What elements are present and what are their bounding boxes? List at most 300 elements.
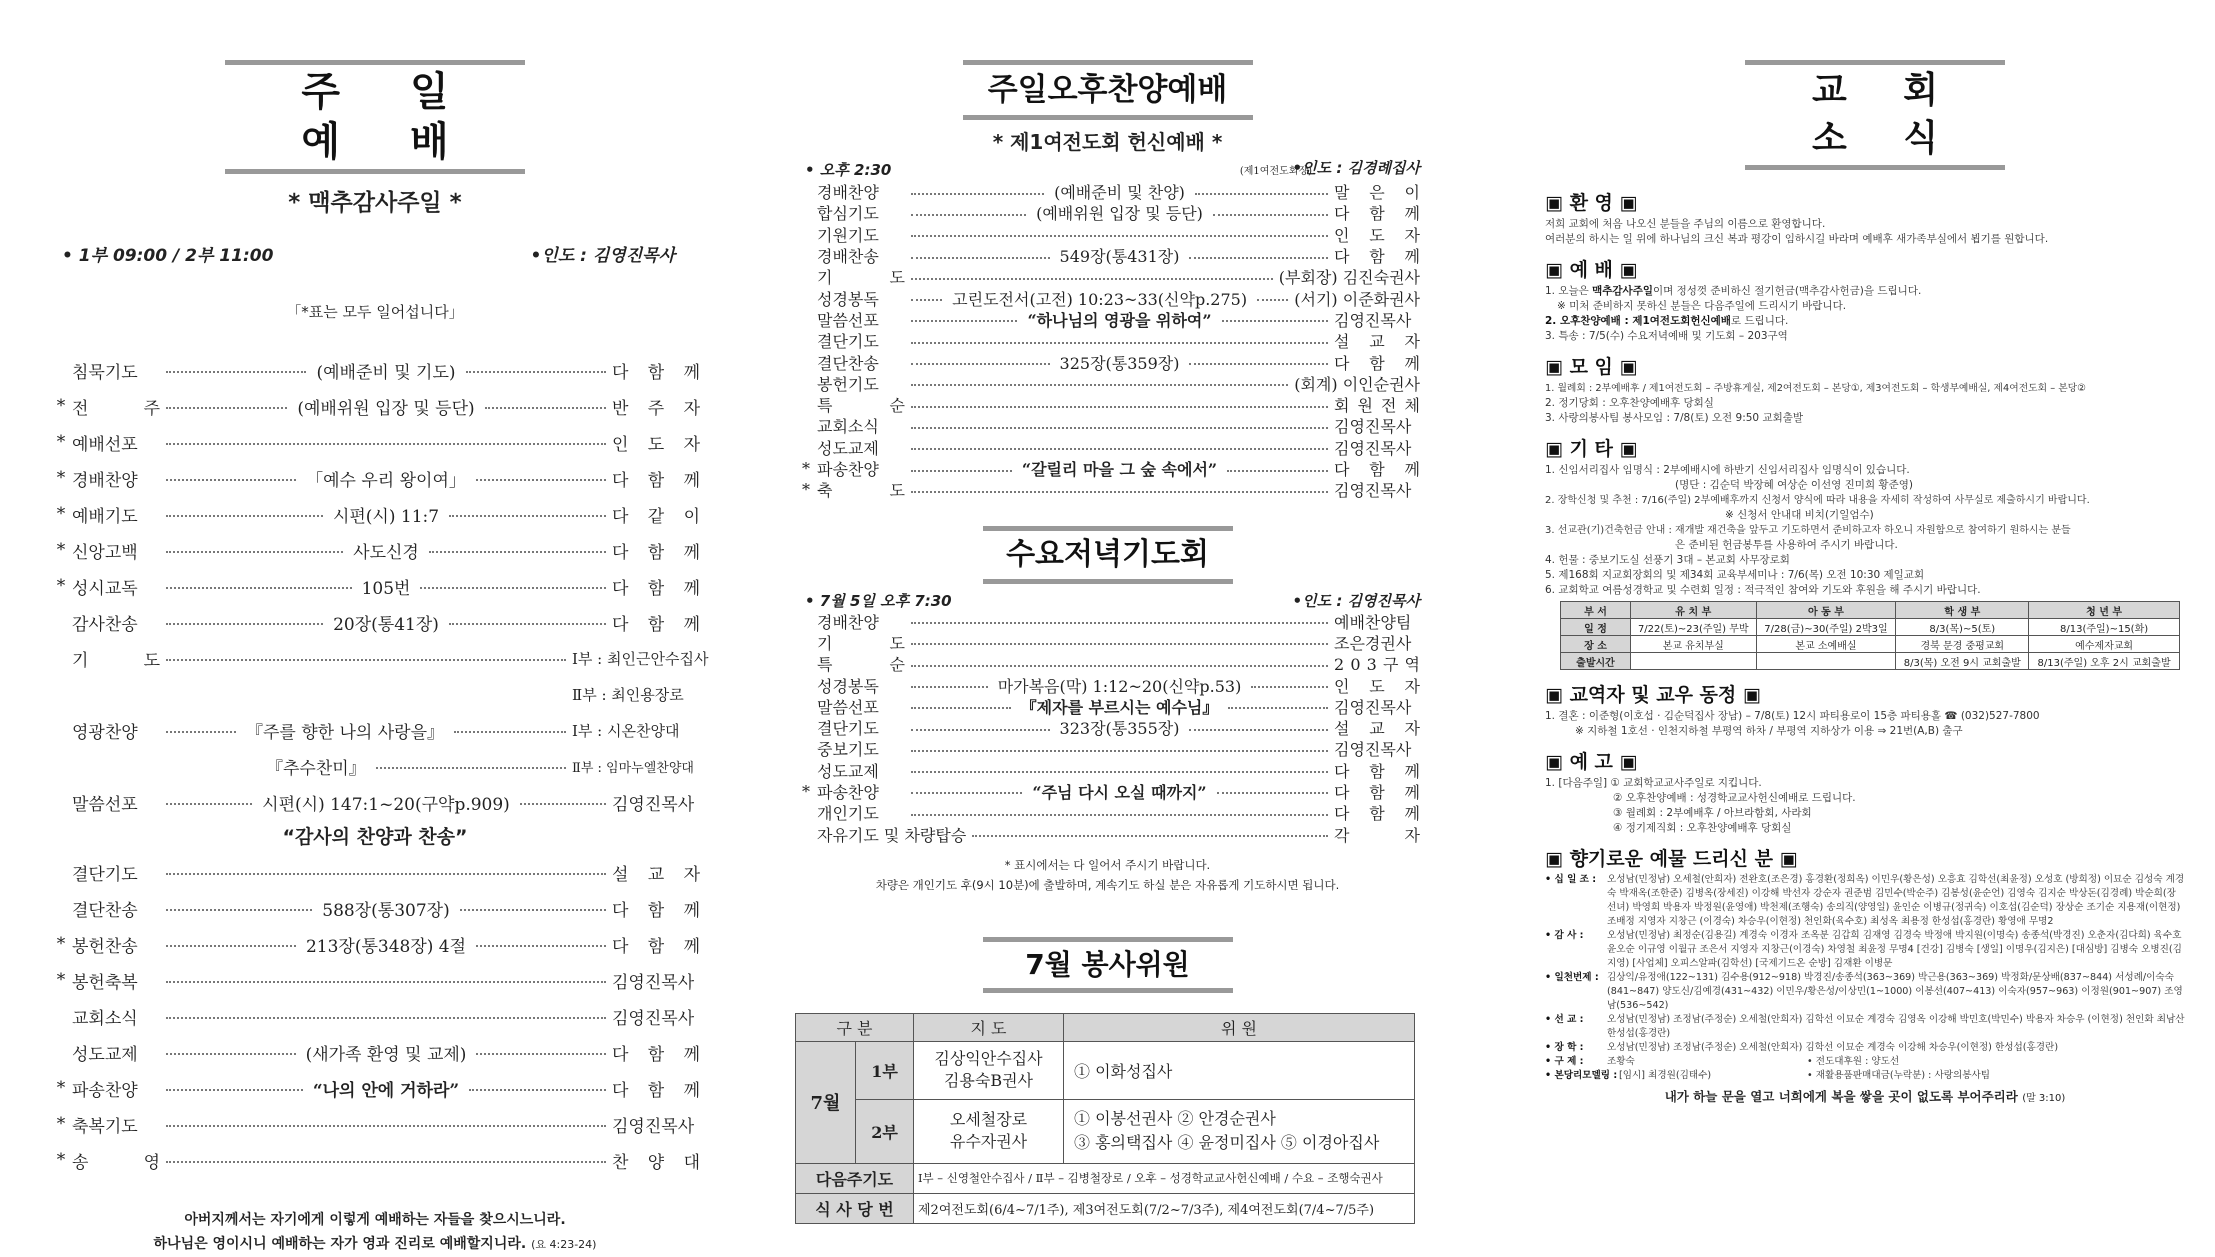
order-row — [50, 1034, 700, 1070]
order-person: 다 함 께 — [1334, 761, 1420, 781]
order-label: 결단기도 — [817, 332, 879, 352]
order-detail: “하나님의 영광을 위하여” — [1027, 310, 1212, 330]
vbs-header-cell: 청 년 부 — [2029, 602, 2180, 619]
order-label: 경배찬양 — [817, 612, 879, 632]
order-row — [795, 632, 1420, 653]
etc-line-2b: ※ 신청서 안내대 비치(기일엄수) — [1725, 509, 1874, 521]
choir-2-song: 『추수찬미』 — [266, 758, 366, 779]
news-line-2: ※ 지하철 1호선 · 인천지하철 부평역 하차 / 부평역 지하상가 이용 ⇒ 21번(A,B) 출구 — [1575, 725, 1963, 737]
order-row — [50, 388, 700, 424]
order-label: 경배찬양 — [817, 183, 879, 203]
preview-line-2: ② 오후찬양예배 : 성경학교교사헌신예배로 드립니다. — [1613, 792, 1856, 804]
order-row — [50, 926, 700, 962]
order-person: 설 교 자 — [1334, 719, 1420, 739]
vbs-cell: 일 정 — [1561, 619, 1631, 636]
p2-leader-b: 유수자권사 — [949, 1132, 1028, 1152]
order-person: (부회장) 김진숙권사 — [1278, 268, 1420, 288]
vbs-cell — [1631, 653, 1757, 670]
etc-line-5: 5. 제168회 지교회장회의 및 제34회 교육부세미나 : 7/6(목) 오전 10:30 제일교회 — [1545, 569, 1925, 581]
remodel-label: • 본당리모델링 : — [1545, 1070, 1618, 1081]
order-row — [795, 245, 1420, 266]
vbs-row — [1561, 619, 2180, 636]
order-label: 성경봉독 — [817, 676, 879, 696]
order-person: 다 함 께 — [612, 1080, 701, 1101]
etc-line-1b: (명단 : 김순덕 박장혜 여상순 이선영 진미희 황준영) — [1675, 479, 1913, 491]
order-label: 성도교제 — [72, 1044, 138, 1065]
order-row — [795, 330, 1420, 351]
service-volunteers-banner — [983, 937, 1233, 993]
next-week-prayer: Ⅰ부 – 신영철안수집사 / Ⅱ부 – 김병철장로 / 오후 – 성경학교교사헌신예배 / 수요 – 조행숙권사 — [914, 1163, 1415, 1193]
preview-heading: ▣ 예 고 ▣ — [1545, 751, 1638, 773]
sunday-service-column — [50, 0, 709, 1252]
order-row — [795, 696, 1420, 717]
order-row — [50, 1106, 700, 1142]
stand-marker: * — [56, 468, 66, 488]
sunday-service-title: 주 일 예 배 — [301, 69, 477, 165]
worship-line-4: 3. 특송 : 7/5(수) 수요저녁예배 및 기도회 – 203구역 — [1545, 330, 1788, 342]
order-label: 봉헌축복 — [72, 972, 138, 993]
order-person: 다 함 께 — [612, 578, 700, 599]
stand-marker: * — [802, 459, 810, 478]
worship-line-1c: 이며 정성껏 준비하신 절기헌금(맥추감사헌금)을 드립니다. — [1652, 285, 1922, 297]
order-person: 인 도 자 — [1334, 225, 1420, 245]
order-person: 다 함 께 — [1334, 204, 1421, 224]
th-division: 구 분 — [796, 1013, 914, 1041]
order-person: 조은경권사 — [1334, 633, 1412, 653]
order-label: 파송찬양 — [817, 782, 879, 802]
mission-label: • 선 교 : — [1545, 1014, 1584, 1025]
vbs-row — [1561, 653, 2180, 670]
order-person: 다 함 께 — [612, 614, 701, 635]
order-person: 설 교 자 — [612, 864, 700, 885]
afternoon-service-banner — [963, 60, 1253, 120]
order-row — [50, 352, 700, 388]
order-row — [795, 266, 1420, 287]
order-detail: (예배준비 및 찬양) — [1054, 183, 1185, 203]
welcome-line-2: 여러분의 하시는 일 위에 하나님의 크신 복과 평강이 임하시길 바라며 예배후 새가족부실에서 뵙기를 원합니다. — [1545, 233, 2049, 245]
order-row — [795, 738, 1420, 759]
order-row — [50, 568, 700, 604]
order-label: 결단기도 — [817, 719, 879, 739]
p1-members: ① 이화성집사 — [1064, 1041, 1415, 1099]
order-label: 말씀선포 — [817, 310, 879, 330]
order-label: 봉헌찬송 — [72, 936, 138, 957]
order-row — [795, 760, 1420, 781]
vbs-header-cell: 부 서 — [1561, 602, 1631, 619]
order-label: 중보기도 — [817, 740, 879, 760]
remodel-names: [임시] 최경원(김태수) — [1619, 1070, 1712, 1081]
wednesday-order-list — [795, 610, 1420, 844]
church-news-column — [1545, 0, 2185, 1240]
order-person: 다 같 이 — [612, 506, 700, 527]
order-person: 다 함 께 — [612, 900, 700, 921]
order-row — [50, 532, 700, 568]
order-label: 성도교제 — [817, 761, 879, 781]
closing-verse — [50, 1208, 700, 1257]
meal-duty-label: 식 사 당 번 — [796, 1193, 914, 1223]
order-person: 다 함 께 — [612, 542, 701, 563]
afternoon-time: • 오후 2:30 — [805, 161, 892, 179]
order-row — [50, 604, 700, 640]
order-detail: 고린도전서(고전) 10:23~33(신약p.275) — [952, 289, 1248, 309]
order-row — [795, 674, 1420, 695]
sunday-service-banner — [225, 60, 525, 174]
etc-line-1: 1. 신임서리집사 임명식 : 2부예배시에 하반기 신임서리집사 임명식이 있습니다. — [1545, 464, 1910, 476]
order-row — [795, 351, 1420, 372]
order-row — [50, 1142, 700, 1178]
order-label: 개인기도 — [817, 804, 879, 824]
stand-marker: * — [56, 934, 66, 954]
vbs-cell: 예수제자교회 — [2029, 636, 2180, 653]
order-label: 성시교독 — [72, 578, 138, 599]
order-row — [795, 802, 1420, 823]
thanks-label: • 감 사 : — [1545, 930, 1584, 941]
vbs-cell: 본교 소예배실 — [1756, 636, 1896, 653]
order-label: 교회소식 — [817, 417, 879, 437]
order-row — [50, 854, 700, 890]
news-line-1: 1. 결혼 : 이준형(이호섭 · 김순덕집사 장남) – 7/8(토) 12시 파티용로이 15층 파티용홀 ☎ (032)527-7800 — [1545, 710, 2040, 722]
verse-line-2: 하나님은 영이시니 예배하는 자가 영과 진리로 예배할지니라. — [153, 1236, 527, 1252]
order-label: 결단찬송 — [72, 900, 138, 921]
order-detail: 105번 — [361, 578, 411, 599]
order-label: 성도교제 — [817, 438, 879, 458]
choir-row-2 — [50, 748, 700, 784]
verse-ref: (요 4:23-24) — [531, 1238, 597, 1251]
vbs-cell: 8/13(주일) 오후 2시 교회출발 — [2029, 653, 2180, 670]
order-detail: (예배위원 입장 및 등단) — [297, 398, 475, 419]
order-row — [795, 224, 1420, 245]
sunday-order-list-2 — [50, 854, 700, 1178]
order-row — [795, 717, 1420, 738]
order-row — [795, 781, 1420, 802]
order-detail: 323장(통355장) — [1059, 719, 1180, 739]
order-person: 김영진목사 — [1334, 310, 1412, 330]
order-label: 경배찬송 — [817, 247, 879, 267]
preview-line-4: ④ 정기제직회 : 오후찬양예배후 당회실 — [1613, 822, 1792, 834]
service-leader: •인도 : 김영진목사 — [530, 246, 675, 266]
choir-1-who: Ⅰ부 : 시온찬양대 — [572, 721, 680, 740]
order-detail: “주님 다시 오실 때까지” — [1032, 782, 1207, 802]
church-news-banner — [1745, 60, 2005, 170]
wednesday-title: 수요저녁기도회 — [1006, 537, 1209, 573]
stand-marker: * — [56, 576, 66, 596]
order-row — [795, 373, 1420, 394]
order-detail: 「예수 우리 왕이여」 — [306, 470, 466, 491]
p1-leader-a: 김상익안수집사 — [934, 1049, 1043, 1069]
vbs-cell: 8/13(주일)~15(화) — [2029, 619, 2180, 636]
vbs-schedule-table — [1560, 601, 2180, 670]
order-label: 성경봉독 — [817, 289, 879, 309]
order-label: 축 도 — [817, 481, 905, 501]
vbs-cell: 7/22(토)~23(주일) 무박 — [1631, 619, 1757, 636]
closing-verse-right: 내가 하늘 문을 열고 너희에게 복을 쌓을 곳이 없도록 부어주리라 — [1664, 1089, 2018, 1104]
volunteers-table — [795, 1013, 1415, 1224]
next-week-prayer-label: 다음주기도 — [796, 1163, 914, 1193]
order-label: 침묵기도 — [72, 362, 138, 383]
order-person: 김영진목사 — [612, 1116, 695, 1137]
vbs-header-cell: 유 치 부 — [1631, 602, 1757, 619]
order-label: 기원기도 — [817, 225, 879, 245]
order-label: 특 순 — [817, 655, 905, 675]
afternoon-leader-role: (제1여전도회장) — [1239, 166, 1312, 177]
order-row — [50, 962, 700, 998]
stand-marker: * — [56, 1150, 66, 1170]
order-person: 찬 양 대 — [612, 1152, 700, 1173]
choir-1-song: 『주를 향한 나의 사랑을』 — [246, 722, 445, 743]
order-person: 김영진목사 — [612, 972, 695, 993]
order-detail: 사도신경 — [353, 542, 419, 563]
offerings-heading: ▣ 향기로운 예물 드리신 분 ▣ — [1545, 848, 1798, 870]
th-leader: 지 도 — [914, 1013, 1064, 1041]
order-detail: 325장(통359장) — [1059, 353, 1180, 373]
order-person: 김영진목사 — [1334, 740, 1412, 760]
stand-marker: * — [802, 781, 810, 801]
order-row — [795, 309, 1420, 330]
th-members: 위 원 — [1064, 1013, 1415, 1041]
stand-marker: * — [56, 396, 66, 416]
order-person: (회계) 이인순권사 — [1294, 374, 1420, 394]
order-detail: 20장(통41장) — [333, 614, 439, 635]
prayer-leader-2: Ⅱ부 : 최인용장로 — [572, 685, 684, 704]
stand-marker: * — [56, 970, 66, 990]
order-row — [795, 823, 1420, 844]
scholarship-label: • 장 학 : — [1545, 1042, 1584, 1053]
wednesday-note-1: * 표시에서는 다 일어서 주시기 바랍니다. — [1004, 857, 1211, 872]
order-person: 2 0 3 구 역 — [1334, 655, 1420, 675]
church-news-title: 교 회 소 식 — [1811, 70, 1961, 159]
wednesday-banner — [983, 526, 1233, 584]
tithe-names: 오성남(민정남) 오세철(안희자) 전완호(조은경) 홍경환(정희옥) 이민우(황은성) 오흥효 김학선(최윤정) 오성호 (방희정) 이묘순 김성숙 계경숙 박재옥(조한준) 김병옥(장세진) 이강해 박선자 강순자 권준범 김민수(박순주) 김봉성(윤순언) 김영숙 김지순 박상돈(김경례) 박순희(장선녀) 박영희 박용자 박정원(윤영애) 박천제(조행숙) 송의직(양영일) 윤인순 이병규(정귀숙) 이호섭(김순덕) 장상순 조기순 지용재(이현정) 조배정 지영자 지창근 (이경숙) 차승우(이현정) 천인화(육수호) 최성옥 최용정 한성섭(홍경란) 황영애 무명2 — [1607, 874, 2185, 927]
vbs-cell: 장 소 — [1561, 636, 1631, 653]
part-1: 1부 — [856, 1041, 914, 1099]
order-person: 다 함 께 — [1334, 782, 1421, 802]
order-person: 다 함 께 — [612, 362, 700, 383]
thanks-names: 오성남(민정남) 최정순(김용길) 계경숙 이경자 조옥분 김갑희 김재영 김경숙 박정애 박지원(이명숙) 송종석(박경진) 오춘자(김다희) 육수호 윤오순 이규영 이월규 조은서 지영자 지창근(이경숙) 차영철 최윤정 무명4 [건강] 김병숙 [생일] 이명우(김지은) [대심방] 김병숙 오병진(김지영) [사업체] 오피스알파(김학선) [국제기드온 순방] 김재환 이병문 — [1607, 930, 2182, 969]
order-row — [795, 202, 1420, 223]
etc-line-6: 6. 교회학교 여름성경학교 및 수련회 일정 : 적극적인 참여와 기도와 후원을 해 주시기 바랍니다. — [1545, 584, 1981, 596]
sermon-scripture: 시편(시) 147:1~20(구약p.909) — [262, 794, 510, 815]
wednesday-leader: •인도 : 김영진목사 — [1292, 592, 1420, 611]
order-row — [50, 890, 700, 926]
order-person: 각 자 — [1334, 825, 1420, 845]
order-detail: 588장(통307장) — [322, 900, 450, 921]
afternoon-service-column — [795, 0, 1420, 1240]
order-row — [50, 998, 700, 1034]
worship-line-3b: 제1여전도회헌신예배 — [1632, 315, 1731, 327]
welcome-heading: ▣ 환 영 ▣ — [1545, 192, 1638, 214]
order-row — [795, 479, 1420, 500]
stand-marker: * — [56, 504, 66, 524]
vbs-cell: 출발시간 — [1561, 653, 1631, 670]
meetings-line-3: 3. 사랑의봉사팀 봉사모임 : 7/8(토) 오전 9:50 교회출발 — [1545, 412, 1804, 424]
sunday-service-subtitle: * 맥추감사주일 * — [288, 190, 462, 216]
order-label: 기 도 — [817, 268, 905, 288]
order-person: 다 함 께 — [612, 1044, 701, 1065]
order-person: 김영진목사 — [612, 1008, 695, 1029]
order-label: 자유기도 및 차량탑승 — [817, 825, 967, 845]
order-detail: 549장(통431장) — [1059, 247, 1180, 267]
sermon-label: 말씀선포 — [72, 794, 138, 815]
order-label: 송 영 — [72, 1152, 160, 1173]
p1-leader-b: 김용숙B권사 — [943, 1071, 1034, 1091]
order-row — [50, 496, 700, 532]
order-label: 봉헌기도 — [817, 374, 879, 394]
vbs-cell: 경북 문경 중평교회 — [1896, 636, 2029, 653]
etc-heading: ▣ 기 타 ▣ — [1545, 438, 1638, 460]
order-row — [50, 460, 700, 496]
order-person: 김영진목사 — [1334, 481, 1412, 501]
vbs-row — [1561, 636, 2180, 653]
stand-marker: * — [56, 1078, 66, 1098]
afternoon-service-title: 주일오후찬양예배 — [987, 72, 1228, 108]
order-detail: “나의 안에 거하라” — [312, 1080, 460, 1101]
order-person: 설 교 자 — [1334, 332, 1420, 352]
p2-leader-a: 오세철장로 — [949, 1110, 1028, 1130]
order-person: 다 함 께 — [612, 470, 701, 491]
prayer-row — [50, 640, 709, 676]
scholarship-names: 오성남(민정남) 조정남(주정순) 오세철(안희자) 김학선 이묘순 계경숙 이강해 차승우(이현정) 한성섭(홍경란) — [1607, 1042, 2059, 1053]
sermon-who: 김영진목사 — [612, 794, 695, 815]
order-row — [795, 653, 1420, 674]
wednesday-note-2: 차량은 개인기도 후(9시 10분)에 출발하며, 계속기도 하실 분은 자유롭게 기도하시면 됩니다. — [875, 877, 1340, 892]
order-detail: (예배준비 및 기도) — [316, 362, 456, 383]
order-detail: 『제자를 부르시는 예수님』 — [1020, 697, 1219, 717]
stand-marker: * — [56, 432, 66, 452]
order-person: 김영진목사 — [1334, 697, 1412, 717]
order-person: (서기) 이준화권사 — [1294, 289, 1421, 309]
order-person: 인 도 자 — [1334, 676, 1421, 696]
order-detail: “갈릴리 마을 그 숲 속에서” — [1021, 460, 1218, 480]
choir-label: 영광찬양 — [72, 722, 138, 743]
order-label: 예배기도 — [72, 506, 138, 527]
closing-verse-right-ref: (말 3:10) — [2022, 1093, 2066, 1104]
order-person: 예배찬양팀 — [1334, 612, 1412, 632]
news-heading: ▣ 교역자 및 교우 동정 ▣ — [1545, 684, 1761, 706]
order-label: 파송찬양 — [817, 460, 879, 480]
order-row — [795, 394, 1420, 415]
stand-marker: * — [802, 480, 810, 500]
order-detail: 213장(통348장) 4절 — [305, 936, 467, 957]
order-detail: 시편(시) 11:7 — [332, 506, 440, 527]
order-person: 김영진목사 — [1334, 417, 1412, 437]
order-row — [50, 424, 700, 460]
thousand-label: • 일천번제 : — [1545, 972, 1599, 983]
etc-line-4: 4. 헌물 : 중보기도실 선풍기 3대 – 본교회 사무장로회 — [1545, 554, 1790, 566]
order-label: 특 순 — [817, 396, 905, 416]
worship-line-3a: 2. 오후찬양예배 : — [1545, 315, 1633, 327]
worship-line-2: ※ 미처 준비하지 못하신 분들은 다음주일에 드리시기 바랍니다. — [1557, 300, 1847, 312]
prayer-row-2 — [50, 676, 700, 712]
etc-line-3: 3. 선교관(기)건축헌금 안내 : 재개발 재건축을 앞두고 기도하면서 준비하고자 하오니 자원함으로 참여하기 원하시는 분들 — [1545, 525, 2071, 536]
part-2: 2부 — [856, 1099, 914, 1163]
sunday-order-list — [50, 352, 700, 640]
order-label: 전 주 — [72, 398, 160, 419]
vbs-header-cell: 학 생 부 — [1896, 602, 2029, 619]
vbs-cell: 8/3(목)~5(토) — [1896, 619, 2029, 636]
order-person: 다 함 께 — [1334, 804, 1420, 824]
etc-line-2: 2. 장학신청 및 추천 : 7/16(주일) 2부예배후까지 신청서 양식에 따라 내용을 자세히 작성하여 사무실로 제출하시기 바랍니다. — [1545, 495, 2090, 506]
order-label: 경배찬양 — [72, 470, 138, 491]
mission-names: 오성남(민정남) 조정남(주정순) 오세철(안희자) 김학선 이묘순 계경숙 김영옥 이강해 박민호(박민수) 박용자 차승우 (이현정) 천인화 최남산 한성섭(홍경란) — [1607, 1014, 2185, 1039]
order-label: 신앙고백 — [72, 542, 138, 563]
verse-line-1: 아버지께서는 자기에게 이렇게 예배하는 자들을 찾으시느니라. — [184, 1212, 566, 1228]
order-label: 말씀선포 — [817, 697, 879, 717]
order-row — [795, 415, 1420, 436]
order-person: 다 함 께 — [612, 936, 701, 957]
order-label: 합심기도 — [817, 204, 879, 224]
stand-note: 「*표는 모두 일어섭니다」 — [286, 303, 464, 321]
order-row — [795, 181, 1420, 202]
stand-marker: * — [56, 540, 66, 560]
order-detail: 마가복음(막) 1:12~20(신약p.53) — [997, 676, 1242, 696]
vbs-cell: 8/3(목) 오전 9시 교회출발 — [1896, 653, 2029, 670]
order-detail: (새가족 환영 및 교제) — [305, 1044, 467, 1065]
wednesday-time: • 7월 5일 오후 7:30 — [805, 592, 952, 611]
afternoon-leader-label: •인도 : 김경례집사 — [1292, 159, 1420, 177]
worship-line-1a: 1. 오늘은 — [1545, 285, 1593, 297]
sermon-title: “감사의 찬양과 찬송” — [282, 826, 468, 848]
order-label: 파송찬양 — [72, 1080, 138, 1101]
vbs-header-cell: 아 동 부 — [1756, 602, 1896, 619]
worship-line-1b: 맥추감사주일 — [1592, 285, 1653, 297]
order-row — [795, 458, 1420, 479]
preview-line-1: 1. [다음주일] ① 교회학교교사주일로 지킵니다. — [1545, 777, 1762, 789]
order-person: 다 함 께 — [1334, 353, 1420, 373]
preview-line-3: ③ 월례회 : 2부예배후 / 아브라함회, 사라회 — [1613, 807, 1812, 819]
sermon-row — [50, 784, 700, 820]
service-volunteers-title: 7월 봉사위원 — [1025, 947, 1190, 981]
order-row — [795, 287, 1420, 308]
meetings-heading: ▣ 모 임 ▣ — [1545, 356, 1638, 378]
order-label: 기 도 — [817, 633, 905, 653]
vbs-cell: 본교 유치부실 — [1631, 636, 1757, 653]
order-label: 감사찬송 — [72, 614, 138, 635]
order-row — [795, 610, 1420, 631]
p2-members-a: ① 이봉선권사 ② 안경순권사 — [1074, 1109, 1276, 1129]
order-person: 인 도 자 — [612, 434, 700, 455]
choir-row-1 — [50, 712, 700, 748]
tithe-label: • 십 일 조 : — [1545, 874, 1597, 885]
order-row — [50, 1070, 700, 1106]
order-label: 교회소식 — [72, 1008, 138, 1029]
meetings-line-2: 2. 정기당회 : 오후찬양예배후 당회실 — [1545, 397, 1714, 409]
relief-label: • 구 제 : — [1545, 1056, 1584, 1067]
evangelism-support: • 전도대후원 : 양도선 — [1807, 1056, 1900, 1067]
afternoon-order-list — [795, 181, 1420, 500]
order-row — [795, 437, 1420, 458]
meal-duty: 제2여전도회(6/4~7/1주), 제3여전도회(7/2~7/3주), 제4여전도회(7/4~7/5주) — [914, 1193, 1415, 1223]
order-person: 회 원 전 체 — [1334, 396, 1420, 416]
stand-marker: * — [56, 1114, 66, 1134]
service-time: • 1부 09:00 / 2부 11:00 — [62, 246, 274, 266]
month-cell: 7월 — [796, 1041, 856, 1163]
worship-heading: ▣ 예 배 ▣ — [1545, 259, 1638, 281]
vbs-cell: 7/28(금)~30(주일) 2박3일 — [1756, 619, 1896, 636]
afternoon-service-subtitle: * 제1여전도회 헌신예배 * — [992, 130, 1223, 154]
order-person: 다 함 께 — [1334, 460, 1420, 480]
order-detail: (예배위원 입장 및 등단) — [1036, 204, 1203, 224]
order-person: 김영진목사 — [1334, 438, 1412, 458]
prayer-label: 기 도 — [72, 650, 160, 671]
recycling-sales: • 재활용품판매대금(누락분) : 사랑의봉사팀 — [1807, 1070, 1991, 1081]
order-person: 반 주 자 — [612, 398, 700, 419]
relief-names: 조황숙 — [1607, 1056, 1635, 1067]
order-label: 예배선포 — [72, 434, 138, 455]
choir-2-who: Ⅱ부 : 임마누엘찬양대 — [572, 760, 694, 776]
prayer-leader-1: Ⅰ부 : 최인근안수집사 — [572, 649, 709, 668]
vbs-cell — [1756, 653, 1896, 670]
order-person: 말 은 이 — [1334, 183, 1421, 203]
